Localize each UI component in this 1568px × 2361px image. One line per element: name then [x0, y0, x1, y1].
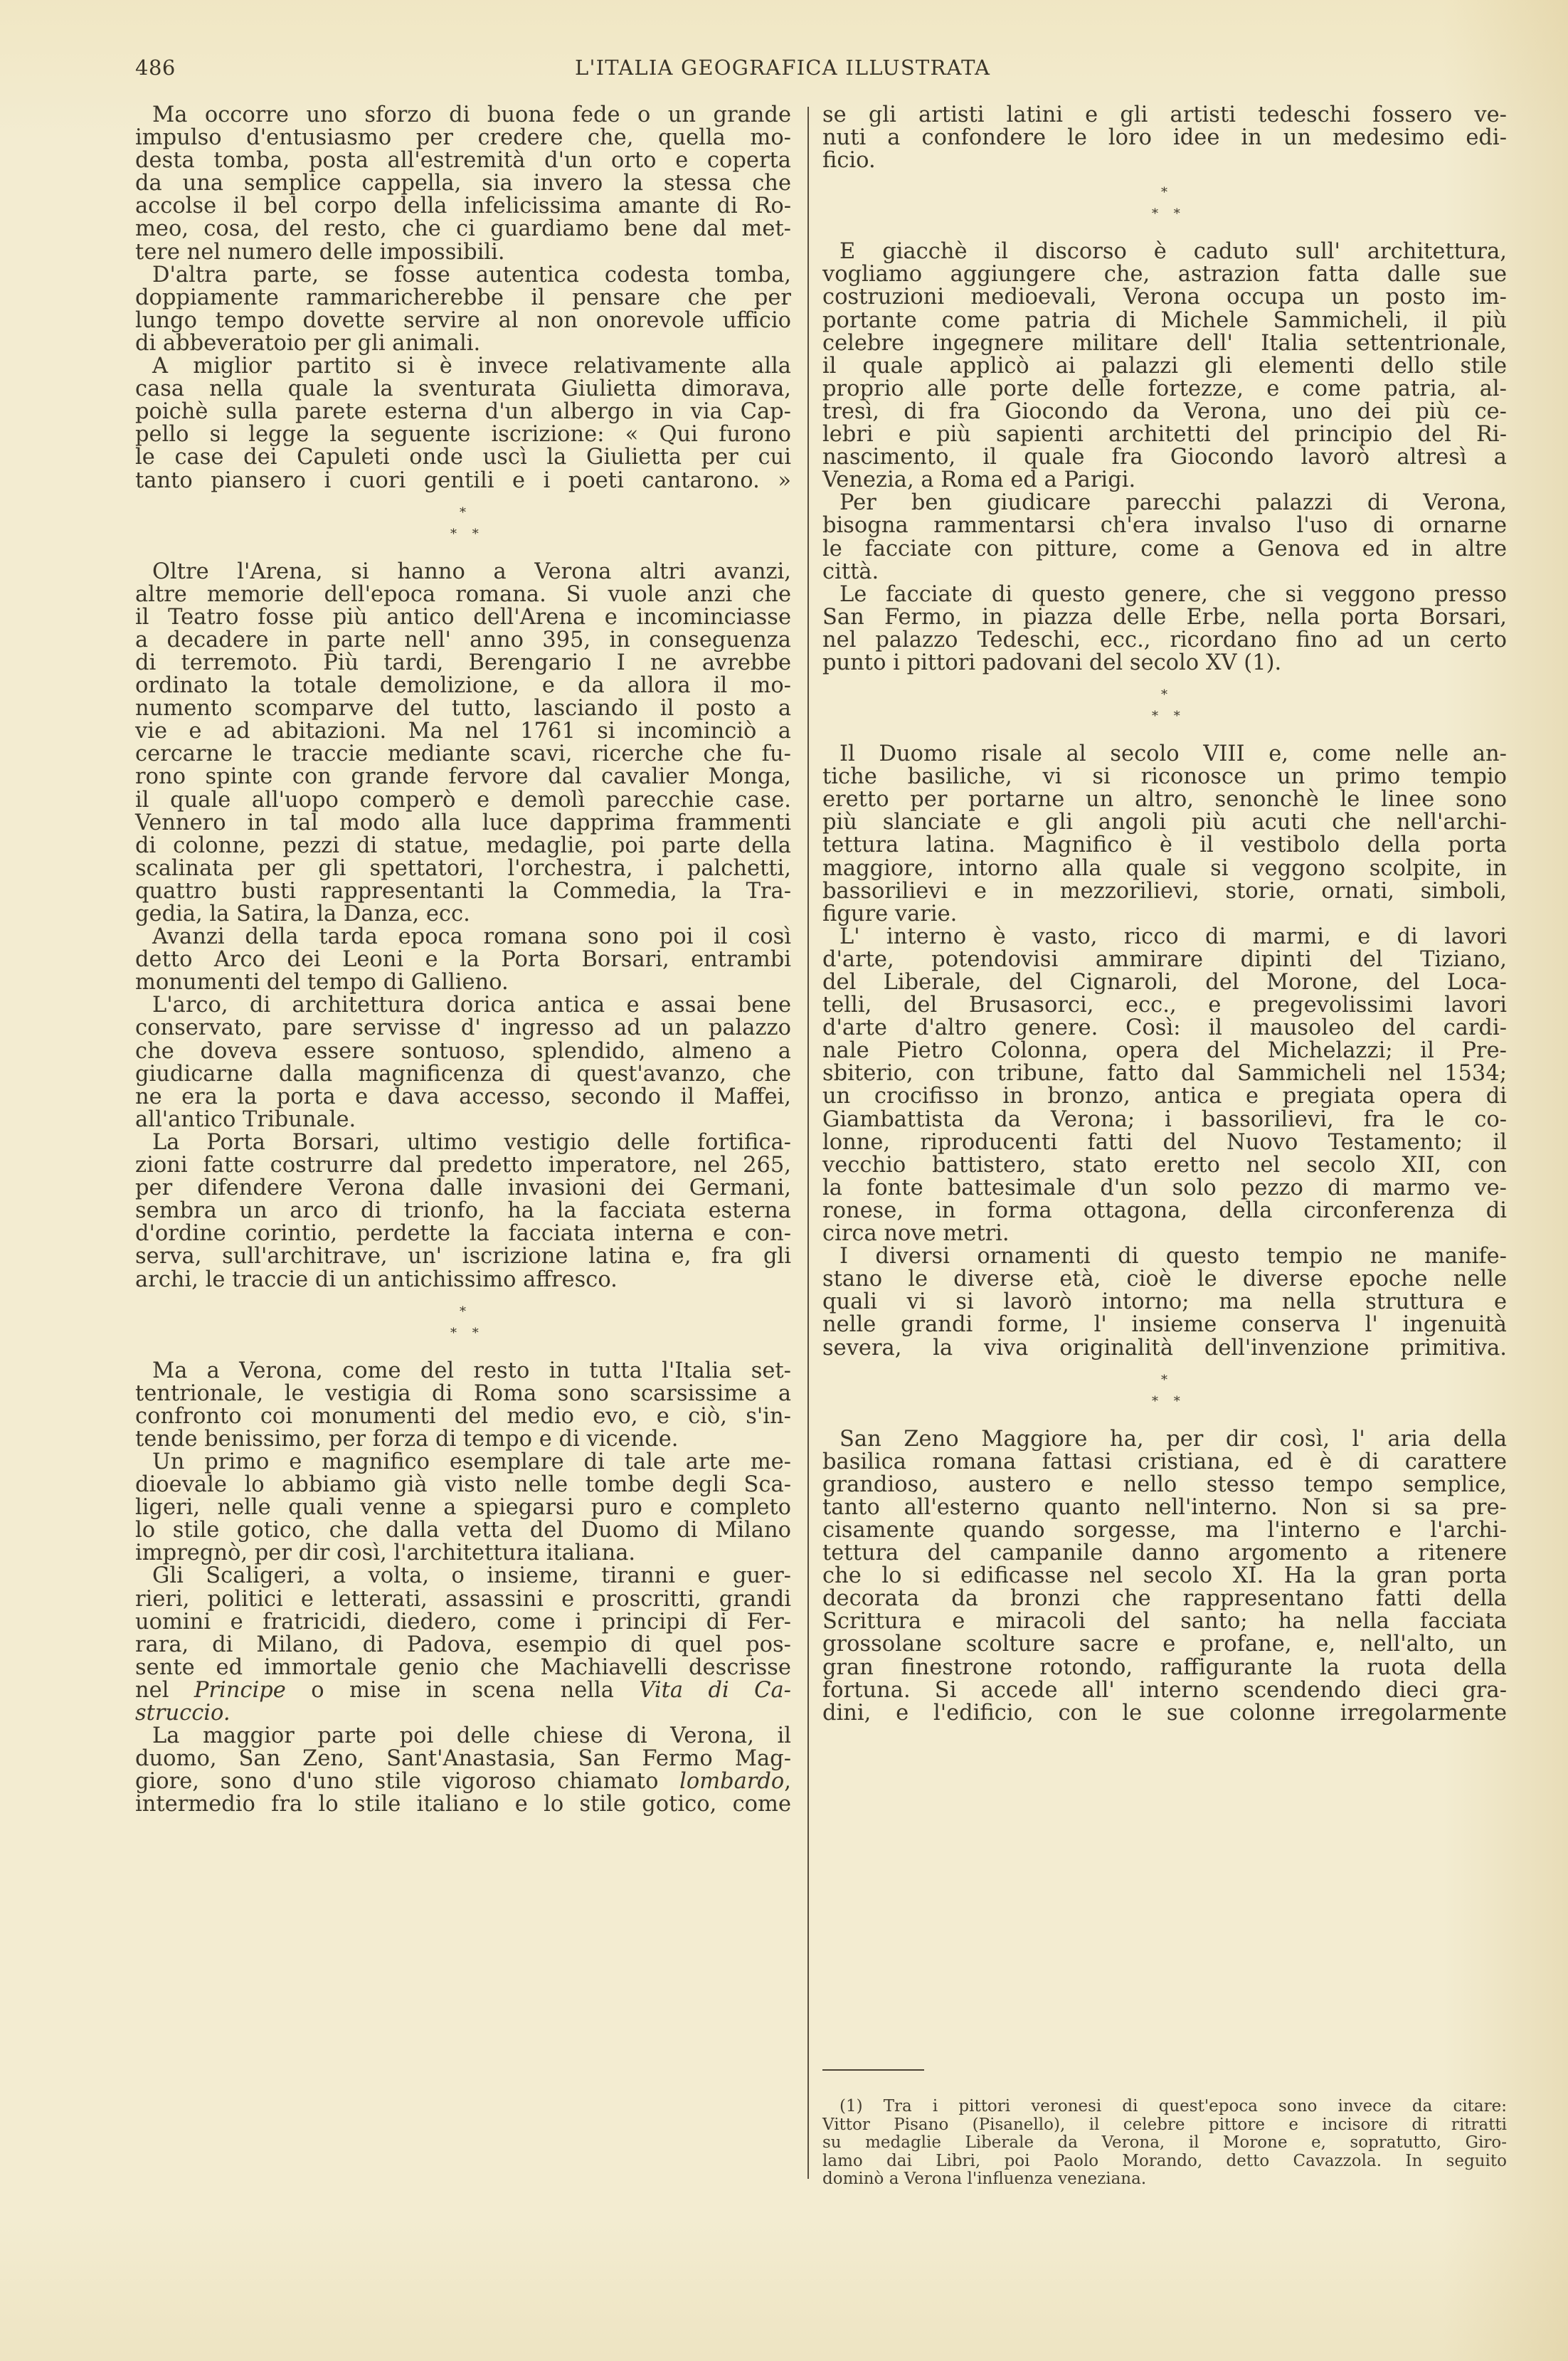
text-line: bassorilievi e in mezzorilievi, storie, ornati, simboli,	[822, 878, 1507, 904]
text-line: ligeri, nelle quali venne a spiegarsi puro e completo	[135, 1495, 791, 1521]
text-line: figure varie.	[822, 901, 958, 926]
text-line: la fonte battesimale d'un solo pezzo di marmo ve-	[822, 1175, 1507, 1200]
text-line: lonne, riproducenti fatti del Nuovo Testamento; il	[822, 1129, 1507, 1155]
text-line: città.	[822, 559, 879, 584]
text-line: Le facciate di questo genere, che si veggono presso	[839, 581, 1507, 607]
text-line: impulso d'entusiasmo per credere che, quella mo-	[135, 125, 791, 151]
text-line: doppiamente rammaricherebbe il pensare che per	[135, 285, 791, 310]
text-line: numento scomparve del tutto, lasciando il posto a	[135, 696, 791, 722]
text-line: Un primo e magnifico esemplare di tale arte me-	[152, 1449, 791, 1474]
asterism-star-icon: *	[1161, 687, 1167, 703]
text-line: costruzioni medioevali, Verona occupa un posto im-	[822, 285, 1507, 310]
text-line: del Liberale, del Cignaroli, del Morone, del Loca-	[822, 970, 1507, 995]
text-line: punto i pittori padovani del secolo XV (1).	[822, 650, 1282, 675]
text-line: maggiore, intorno alla quale si veggono scolpite, in	[822, 855, 1507, 881]
text-line: vecchio battistero, stato eretto nel secolo XII, con	[822, 1152, 1507, 1178]
text-line: A miglior partito si è invece relativamente alla	[152, 354, 791, 379]
text-line: casa nella quale la sventurata Giulietta dimorava,	[135, 376, 791, 402]
text-line: lamo dai Libri, poi Paolo Morando, detto Cavazzola. In seguito	[822, 2151, 1507, 2170]
text-line: tende benissimo, per forza di tempo e di vicende.	[135, 1426, 679, 1452]
text-line: lo stile gotico, che dalla vetta del Duomo di Milano	[135, 1518, 791, 1543]
text-line: meo, cosa, del resto, che ci guardiamo bene dal met-	[135, 216, 791, 242]
text-line: d'arte d'altro genere. Così: il mausoleo del cardi-	[822, 1015, 1507, 1041]
text-line: che doveva essere sontuoso, splendido, almeno a	[135, 1038, 791, 1064]
text-line: sbiterio, con tribune, fatto dal Sammicheli nel 1534;	[822, 1061, 1507, 1087]
text-line: d'ordine corintio, perdette la facciata interna e con-	[135, 1221, 791, 1247]
text-line: di terremoto. Più tardi, Berengario I ne avrebbe	[135, 650, 791, 675]
text-line: tettura latina. Magnifico è il vestibolo della porta	[822, 833, 1507, 858]
text-line: uomini e fratricidi, diedero, come i principi di Fer-	[135, 1609, 791, 1634]
text-line: le facciate con pitture, come a Genova ed in altre	[822, 536, 1507, 561]
text-line: duomo, San Zeno, Sant'Anastasia, San Fermo Mag-	[135, 1746, 791, 1772]
text-line: vie e ad abitazioni. Ma nel 1761 si incominciò a	[135, 719, 791, 744]
asterism-star-icon: *	[1161, 1372, 1167, 1388]
section-separator-asterism	[135, 492, 791, 561]
left-column	[135, 104, 791, 1816]
footnote-rule	[822, 2069, 924, 2071]
text-line: su medaglie Liberale da Verona, il Morone e, sopratutto, Giro-	[822, 2133, 1507, 2152]
text-line: cercarne le traccie mediante scavi, ricerche che fu-	[135, 741, 791, 767]
text-line: giore, sono d'uno stile vigoroso chiamato lombardo,	[135, 1769, 791, 1795]
text-line: celebre ingegnere militare dell' Italia settentrionale,	[822, 330, 1507, 356]
section-separator-asterism	[822, 675, 1507, 743]
text-line: dioevale lo abbiamo già visto nelle tombe degli Sca-	[135, 1472, 791, 1498]
text-line: basilica romana fattasi cristiana, ed è di carattere	[822, 1449, 1507, 1474]
asterism-star-icon: *	[460, 505, 466, 520]
text-line: ficio.	[822, 148, 876, 174]
text-line: Giambattista da Verona; i bassorilievi, fra le co-	[822, 1106, 1507, 1132]
text-line: sembra un arco di trionfo, ha la facciata esterna	[135, 1198, 791, 1224]
text-line: Venezia, a Roma ed a Parigi.	[822, 468, 1136, 493]
text-line: a decadere in parte nell' anno 395, in conseguenza	[135, 627, 791, 653]
text-line: tanto all'esterno quanto nell'interno. Non si sa pre-	[822, 1494, 1507, 1520]
text-line: E giacchè il discorso è caduto sull' architettura,	[839, 239, 1507, 265]
text-line: il Teatro fosse più antico dell'Arena e incominciasse	[135, 604, 791, 630]
text-line: rono spinte con grande fervore dal cavalier Monga,	[135, 764, 791, 790]
text-line: tettura del campanile danno argomento a ritenere	[822, 1541, 1507, 1566]
column-divider	[807, 107, 809, 2179]
text-line: lungo tempo dovette servire al non onorevole ufficio	[135, 307, 791, 333]
text-line: tentrionale, le vestigia di Roma sono scarsissime a	[135, 1380, 791, 1406]
text-line: severa, la viva originalità dell'invenzione primitiva.	[822, 1335, 1507, 1361]
text-line: da una semplice cappella, sia invero la stessa che	[135, 171, 791, 196]
text-line: di colonne, pezzi di statue, medaglie, poi parte della	[135, 833, 791, 858]
asterism-star-icon: *	[460, 1304, 466, 1319]
text-line: proprio alle porte delle fortezze, e come patria, al-	[822, 376, 1507, 401]
text-line: telli, del Brusasorci, ecc., e pregevolissimi lavori	[822, 993, 1507, 1018]
text-line: per difendere Verona dalle invasioni dei Germani,	[135, 1176, 791, 1201]
text-line: bisogna rammentarsi ch'era invalso l'uso di ornarne	[822, 513, 1507, 539]
text-line: scalinata per gli spettatori, l'orchestra, i palchetti,	[135, 855, 791, 881]
text-line: San Zeno Maggiore ha, per dir così, l' aria della	[839, 1426, 1507, 1452]
asterism-stars-icon: * *	[1152, 206, 1186, 222]
text-line: serva, sull'architrave, un' iscrizione latina e, fra gli	[135, 1244, 791, 1269]
text-line: Per ben giudicare parecchi palazzi di Verona,	[839, 490, 1507, 516]
asterism-stars-icon: * *	[450, 526, 484, 542]
text-line: rieri, politici e letterati, assassini e proscritti, grandi	[135, 1586, 791, 1612]
text-line: sente ed immortale genio che Machiavelli descrisse	[135, 1654, 791, 1680]
text-line: portante come patria di Michele Sammicheli, il più	[822, 307, 1507, 333]
asterism-stars-icon: * *	[1152, 709, 1186, 724]
text-line: Oltre l'Arena, si hanno a Verona altri avanzi,	[152, 559, 791, 584]
text-line: zioni fatte costrurre dal predetto imperatore, nel 265,	[135, 1153, 791, 1178]
text-line: tanto piansero i cuori gentili e i poeti cantarono. »	[135, 468, 791, 493]
text-line: Ma a Verona, come del resto in tutta l'Italia set-	[152, 1358, 791, 1383]
text-line: d'arte, potendovisi ammirare dipinti del Tiziano,	[822, 946, 1507, 972]
text-line: il quale applicò ai palazzi gli elementi dello stile	[822, 353, 1507, 379]
text-line: lebri e più sapienti architetti del principio del Ri-	[822, 422, 1507, 448]
right-column	[822, 104, 1507, 1725]
text-line: se gli artisti latini e gli artisti tedeschi fossero ve-	[822, 102, 1507, 127]
text-line: intermedio fra lo stile italiano e lo stile gotico, come	[135, 1792, 791, 1817]
text-line: gran finestrone rotondo, raffigurante la ruota della	[822, 1654, 1507, 1680]
text-line: nelle grandi forme, l' insieme conserva l' ingenuità	[822, 1312, 1507, 1338]
text-line: vogliamo aggiungere che, astrazion fatta dalle sue	[822, 262, 1507, 287]
text-line: stano le diverse età, cioè le diverse epoche nelle	[822, 1267, 1507, 1292]
section-separator-asterism	[135, 1292, 791, 1360]
text-line: nascimento, il quale fra Giocondo lavorò altresì a	[822, 445, 1507, 470]
text-line: desta tomba, posta all'estremità d'un orto e coperta	[135, 148, 791, 174]
text-line: che lo si edificasse nel secolo XI. Ha la gran porta	[822, 1563, 1507, 1589]
text-line: L'arco, di architettura dorica antica e assai bene	[152, 993, 791, 1018]
text-line: La Porta Borsari, ultimo vestigio delle fortifica-	[152, 1129, 791, 1155]
text-line: tresì, di fra Giocondo da Verona, uno dei più ce-	[822, 398, 1507, 424]
text-line: all'antico Tribunale.	[135, 1106, 356, 1132]
text-line: cisamente quando sorgesse, ma l'interno e l'archi-	[822, 1517, 1507, 1543]
italic-title: Principe	[194, 1677, 286, 1703]
text-line: grossolane scolture sacre e profane, e, nell'alto, un	[822, 1632, 1507, 1657]
asterism-stars-icon: * *	[1152, 1393, 1186, 1409]
text-line: dini, e l'edificio, con le sue colonne irregolarmente	[822, 1700, 1507, 1726]
text-line: detto Arco dei Leoni e la Porta Borsari, entrambi	[135, 947, 791, 973]
text-line: D'altra parte, se fosse autentica codesta tomba,	[152, 262, 791, 287]
text-line: quattro busti rappresentanti la Commedia, la Tra-	[135, 878, 791, 904]
text-line: altre memorie dell'epoca romana. Si vuole anzi che	[135, 581, 791, 607]
text-line: decorata da bronzi che rappresentano fatti della	[822, 1586, 1507, 1612]
italic-title: struccio.	[135, 1701, 231, 1726]
text-line: (1) Tra i pittori veronesi di quest'epoca sono invece da citare:	[839, 2097, 1507, 2116]
text-line: conservato, pare servisse d' ingresso ad un palazzo	[135, 1015, 791, 1041]
text-line	[135, 1702, 791, 1725]
section-separator-asterism	[822, 1360, 1507, 1428]
text-line: giudicarne dalla magnificenza di quest'avanzo, che	[135, 1061, 791, 1087]
text-line: nale Pietro Colonna, opera del Michelazzi; il Pre-	[822, 1038, 1507, 1064]
text-line: I diversi ornamenti di questo tempio ne manife-	[839, 1244, 1507, 1269]
text-line: monumenti del tempo di Gallieno.	[135, 970, 509, 995]
text-line: pello si legge la seguente iscrizione: « Qui furono	[135, 422, 791, 448]
asterism-star-icon: *	[1161, 185, 1167, 201]
asterism-stars-icon: * *	[450, 1325, 484, 1341]
text-line: Gli Scaligeri, a volta, o insieme, tiranni e guer-	[152, 1563, 791, 1589]
text-line: dominò a Verona l'influenza veneziana.	[822, 2170, 1147, 2188]
text-line: accolse il bel corpo della infelicissima amante di Ro-	[135, 194, 791, 219]
text-line: Vittor Pisano (Pisanello), il celebre pittore e incisore di ritratti	[822, 2115, 1507, 2134]
text-line: nel palazzo Tedeschi, ecc., ricordano fino ad un certo	[822, 627, 1507, 653]
text-line: Vennero in tal modo alla luce dapprima frammenti	[135, 810, 791, 835]
text-line: ne era la porta e dava accesso, secondo il Maffei,	[135, 1084, 791, 1109]
text-line: Scrittura e miracoli del santo; ha nella facciata	[822, 1609, 1507, 1634]
text-line: Avanzi della tarda epoca romana sono poi il così	[152, 924, 791, 950]
text-line: Ma occorre uno sforzo di buona fede o un grande	[152, 102, 791, 127]
text-line: di abbeveratoio per gli animali.	[135, 330, 481, 356]
text-line: tiche basiliche, vi si riconosce un primo tempio	[822, 764, 1507, 790]
text-line: il quale all'uopo comperò e demolì parecchie case.	[135, 787, 791, 813]
italic-title: Vita di Ca-	[639, 1677, 791, 1703]
text-line: quali vi si lavorò intorno; ma nella struttura e	[822, 1289, 1507, 1315]
page-number: 486	[135, 56, 176, 80]
text-line: più slanciate e gli angoli più acuti che nell'archi-	[822, 810, 1507, 835]
text-line: fortuna. Si accede all' interno scendendo dieci gra-	[822, 1677, 1507, 1703]
text-line: grandioso, austero e nello stesso tempo semplice,	[822, 1472, 1507, 1497]
text-line: poichè sulla parete esterna d'un albergo in via Cap-	[135, 399, 791, 425]
text-line: nel Principe o mise in scena nella Vita di Ca-	[135, 1677, 791, 1703]
text-line: archi, le traccie di un antichissimo affresco.	[135, 1267, 618, 1292]
text-line: Il Duomo risale al secolo VIII e, come nelle an-	[839, 741, 1507, 767]
text-line: ordinato la totale demolizione, e da allora il mo-	[135, 673, 791, 699]
text-line: L' interno è vasto, ricco di marmi, e di lavori	[839, 924, 1507, 949]
text-line: le case dei Capuleti onde uscì la Giulietta per cui	[135, 445, 791, 470]
text-line: circa nove metri.	[822, 1221, 1010, 1247]
footnote	[822, 2098, 1507, 2189]
section-separator-asterism	[822, 172, 1507, 241]
text-line: rara, di Milano, di Padova, esempio di quel pos-	[135, 1632, 791, 1657]
text-line: nuti a confondere le loro idee in un medesimo edi-	[822, 125, 1507, 151]
text-line: La maggior parte poi delle chiese di Verona, il	[152, 1723, 791, 1749]
text-line: confronto coi monumenti del medio evo, e ciò, s'in-	[135, 1403, 791, 1429]
running-head	[135, 56, 1508, 81]
running-title: L'ITALIA GEOGRAFICA ILLUSTRATA	[575, 56, 991, 80]
text-line: gedia, la Satira, la Danza, ecc.	[135, 902, 470, 926]
text-line: impregnò, per dir così, l'architettura italiana.	[135, 1541, 636, 1566]
italic-title: lombardo	[679, 1769, 785, 1795]
text-line: ronese, in forma ottagona, della circonferenza di	[822, 1198, 1507, 1223]
text-line: San Fermo, in piazza delle Erbe, nella porta Borsari,	[822, 604, 1507, 630]
text-line: tere nel numero delle impossibili.	[135, 239, 505, 265]
text-line: un crocifisso in bronzo, antica e pregiata opera di	[822, 1084, 1507, 1109]
text-line: eretto per portarne un altro, senonchè le linee sono	[822, 787, 1507, 813]
